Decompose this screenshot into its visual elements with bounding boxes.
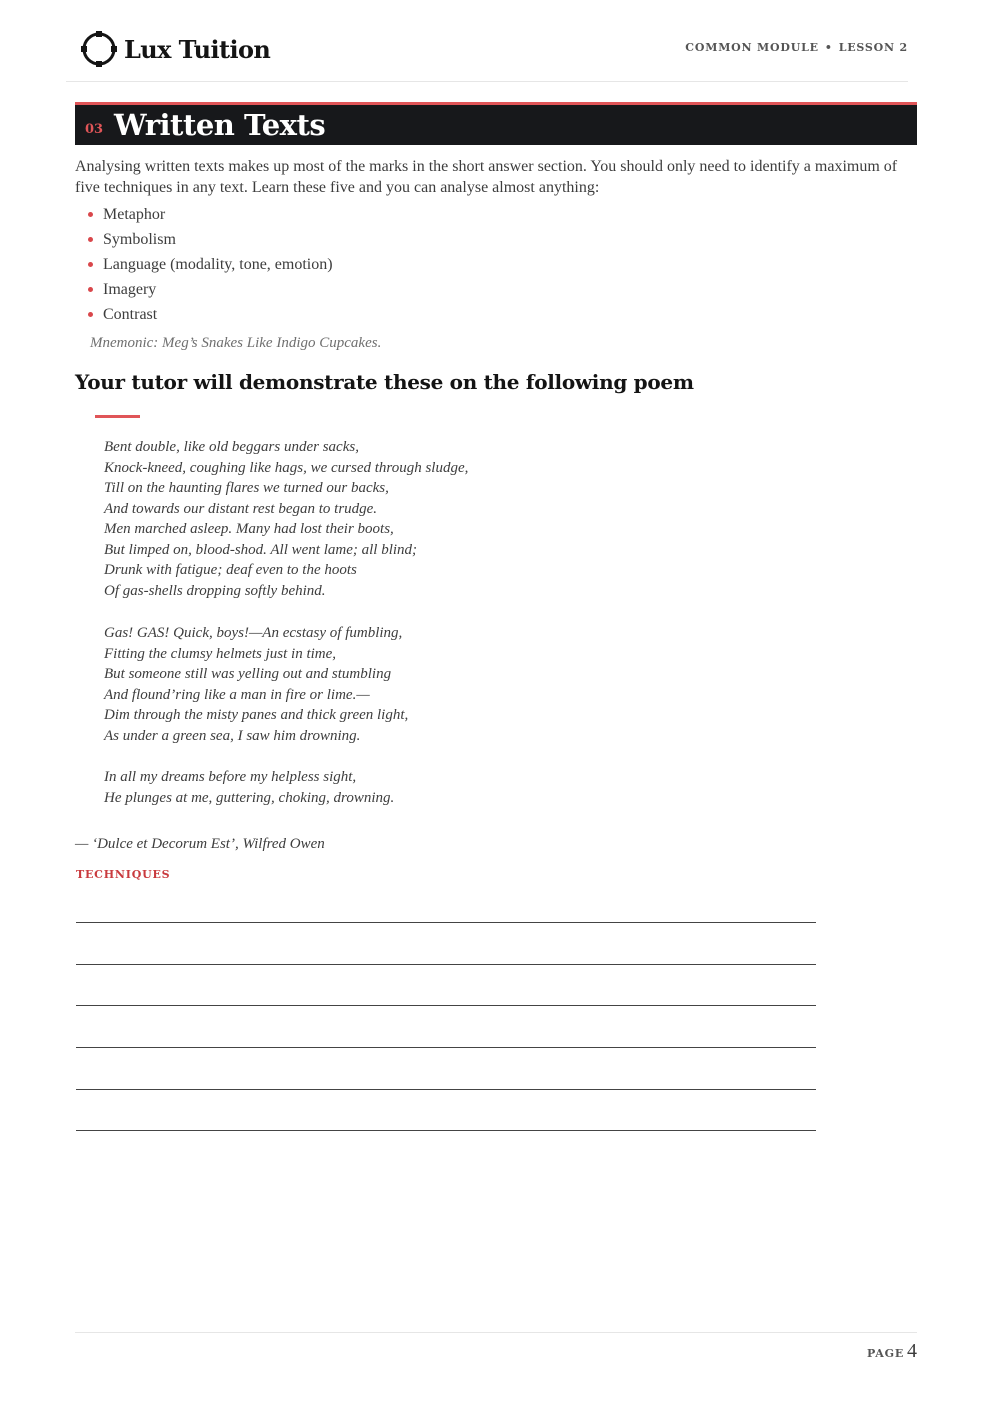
- poem-line: Drunk with fatigue; deaf even to the hoots: [104, 562, 357, 578]
- poem-line: As under a green sea, I saw him drowning.: [104, 727, 361, 744]
- page-label: PAGE: [867, 1347, 904, 1360]
- list-item-text: Symbolism: [103, 231, 176, 248]
- list-item-text: Contrast: [103, 306, 158, 323]
- list-item: [75, 304, 333, 329]
- answer-line[interactable]: [76, 964, 816, 965]
- brand-logo: [80, 28, 270, 70]
- answer-line[interactable]: [76, 922, 816, 923]
- section-title-bar: [75, 102, 917, 145]
- poem-line: But limped on, blood-shod. All went lame; all blind;: [104, 541, 418, 558]
- answer-line[interactable]: [76, 1005, 816, 1006]
- poem-line: Of gas-shells dropping softly behind.: [104, 582, 326, 599]
- list-item: [75, 204, 333, 229]
- poem-line: Till on the haunting flares we turned our backs,: [104, 480, 389, 496]
- answer-line[interactable]: [76, 1130, 816, 1131]
- poem-line: Dim through the misty panes and thick green light,: [104, 707, 409, 723]
- mnemonic-note: Mnemonic: Meg’s Snakes Like Indigo Cupcakes.: [90, 335, 382, 351]
- poem-line: Bent double, like old beggars under sacks,: [104, 439, 359, 455]
- list-item-text: Language (modality, tone, emotion): [103, 256, 333, 273]
- answer-line[interactable]: [76, 1089, 816, 1090]
- poem-line: In all my dreams before my helpless sight,: [104, 769, 357, 785]
- page-number: [867, 1340, 917, 1363]
- poem-block: [104, 437, 469, 806]
- list-item: [75, 229, 333, 254]
- page-value: 4: [907, 1340, 917, 1362]
- footer-divider: [75, 1332, 917, 1333]
- bullet-icon: [88, 287, 93, 292]
- poem-line: Knock-kneed, coughing like hags, we cursed through sludge,: [104, 459, 469, 476]
- section-number: 03: [85, 122, 104, 137]
- poem-subheading: Your tutor will demonstrate these on the following poem: [75, 370, 694, 394]
- list-item-text: Metaphor: [103, 206, 166, 223]
- section-title: Written Texts: [114, 108, 326, 142]
- lesson-label: LESSON 2: [838, 41, 908, 54]
- tag-separator: •: [824, 41, 833, 54]
- bullet-icon: [88, 212, 93, 217]
- poem-stanza: [104, 767, 394, 808]
- brand-name: Lux Tuition: [124, 34, 271, 64]
- poem-line: Men marched asleep. Many had lost their boots,: [104, 521, 394, 537]
- poem-line: Fitting the clumsy helmets just in time,: [104, 645, 337, 662]
- bullet-icon: [88, 262, 93, 267]
- poem-line: Gas! GAS! Quick, boys!—An ecstasy of fumbling,: [104, 625, 403, 641]
- poem-stanza: [104, 623, 408, 746]
- techniques-label: TECHNIQUES: [76, 868, 171, 881]
- bullet-icon: [88, 312, 93, 317]
- page-header: [66, 24, 908, 82]
- list-item: [75, 279, 333, 304]
- accent-divider: [95, 415, 140, 418]
- lesson-tag: [685, 41, 908, 54]
- list-item-text: Imagery: [103, 281, 157, 298]
- intro-paragraph: Analysing written texts makes up most of the marks in the short answer section. You should only need to identify a maximum of five techniques in any text. Learn these five and you can analyse almost anything:: [75, 158, 898, 196]
- crosshair-ring-icon: [80, 28, 118, 70]
- poem-line: He plunges at me, guttering, choking, drowning.: [104, 789, 395, 806]
- poem-line: And flound’ring like a man in fire or lime.—: [104, 686, 370, 703]
- list-item: [75, 254, 333, 279]
- poem-line: But someone still was yelling out and stumbling: [104, 666, 392, 682]
- module-label: COMMON MODULE: [685, 41, 819, 54]
- answer-line[interactable]: [76, 1047, 816, 1048]
- bullet-icon: [88, 237, 93, 242]
- poem-attribution: — ‘Dulce et Decorum Est’, Wilfred Owen: [75, 836, 325, 852]
- poem-stanza: [104, 437, 468, 601]
- poem-line: And towards our distant rest began to trudge.: [104, 500, 378, 517]
- technique-list: [75, 204, 333, 329]
